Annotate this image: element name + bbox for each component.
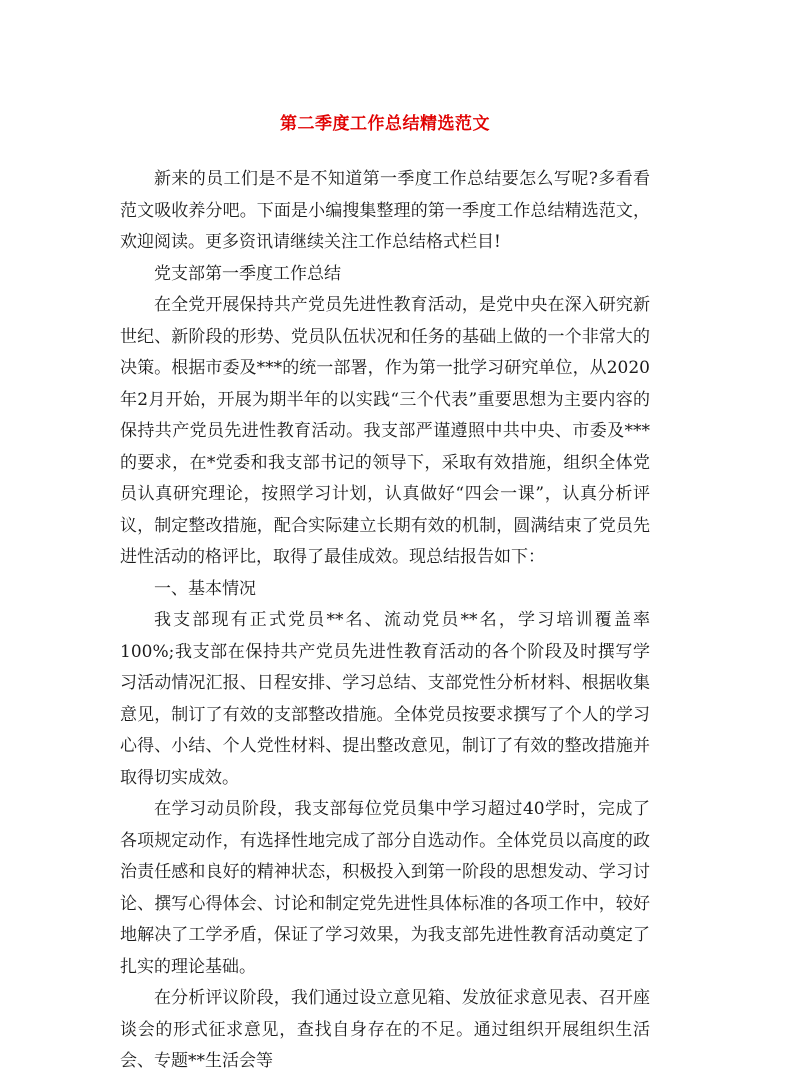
subsection-heading: 一、基本情况 bbox=[154, 578, 256, 599]
body-paragraph: 我支部现有正式党员**名、流动党员**名，学习培训覆盖率100%;我支部在保持共产党员先进性教育活动的各个阶段及时撰写学习活动情况汇报、日程安排、学习总结、支部党性分析材料、根据收集意见，制订了有效的支部整改措施。全体党员按要求撰写了个人的学习心得、小结、个人党性材料、提出整改意见，制订了有效的整改措施并取得切实成效。 bbox=[120, 610, 650, 788]
intro-paragraph: 新来的员工们是不是不知道第一季度工作总结要怎么写呢?多看看范文吸收养分吧。下面是小编搜集整理的第一季度工作总结精选范文，欢迎阅读。更多资讯请继续关注工作总结格式栏目! bbox=[120, 169, 650, 252]
document-body bbox=[120, 164, 650, 1078]
document-title: 第二季度工作总结精选范文 bbox=[280, 114, 490, 134]
body-paragraph: 在分析评议阶段，我们通过设立意见箱、发放征求意见表、召开座谈会的形式征求意见，查找自身存在的不足。通过组织开展组织生活会、专题**生活会等 bbox=[120, 988, 650, 1071]
body-paragraph: 在学习动员阶段，我支部每位党员集中学习超过40学时，完成了各项规定动作，有选择性地完成了部分自选动作。全体党员以高度的政治责任感和良好的精神状态，积极投入到第一阶段的思想发动、学习讨论、撰写心得体会、讨论和制定党先进性具体标准的各项工作中，较好地解决了工学矛盾，保证了学习效果，为我支部先进性教育活动奠定了扎实的理论基础。 bbox=[120, 799, 650, 977]
section-heading: 党支部第一季度工作总结 bbox=[154, 263, 341, 284]
body-paragraph: 在全党开展保持共产党员先进性教育活动，是党中央在深入研究新世纪、新阶段的形势、党员队伍状况和任务的基础上做的一个非常大的决策。根据市委及***的统一部署，作为第一批学习研究单位，从2020年2月开始，开展为期半年的以实践“三个代表”重要思想为主要内容的保持共产党员先进性教育活动。我支部严谨遵照中共中央、市委及***的要求，在*党委和我支部书记的领导下，采取有效措施，组织全体党员认真研究理论，按照学习计划，认真做好“四会一课”，认真分析评议，制定整改措施，配合实际建立长期有效的机制，圆满结束了党员先进性活动的格评比，取得了最佳成效。现总结报告如下： bbox=[120, 295, 650, 567]
